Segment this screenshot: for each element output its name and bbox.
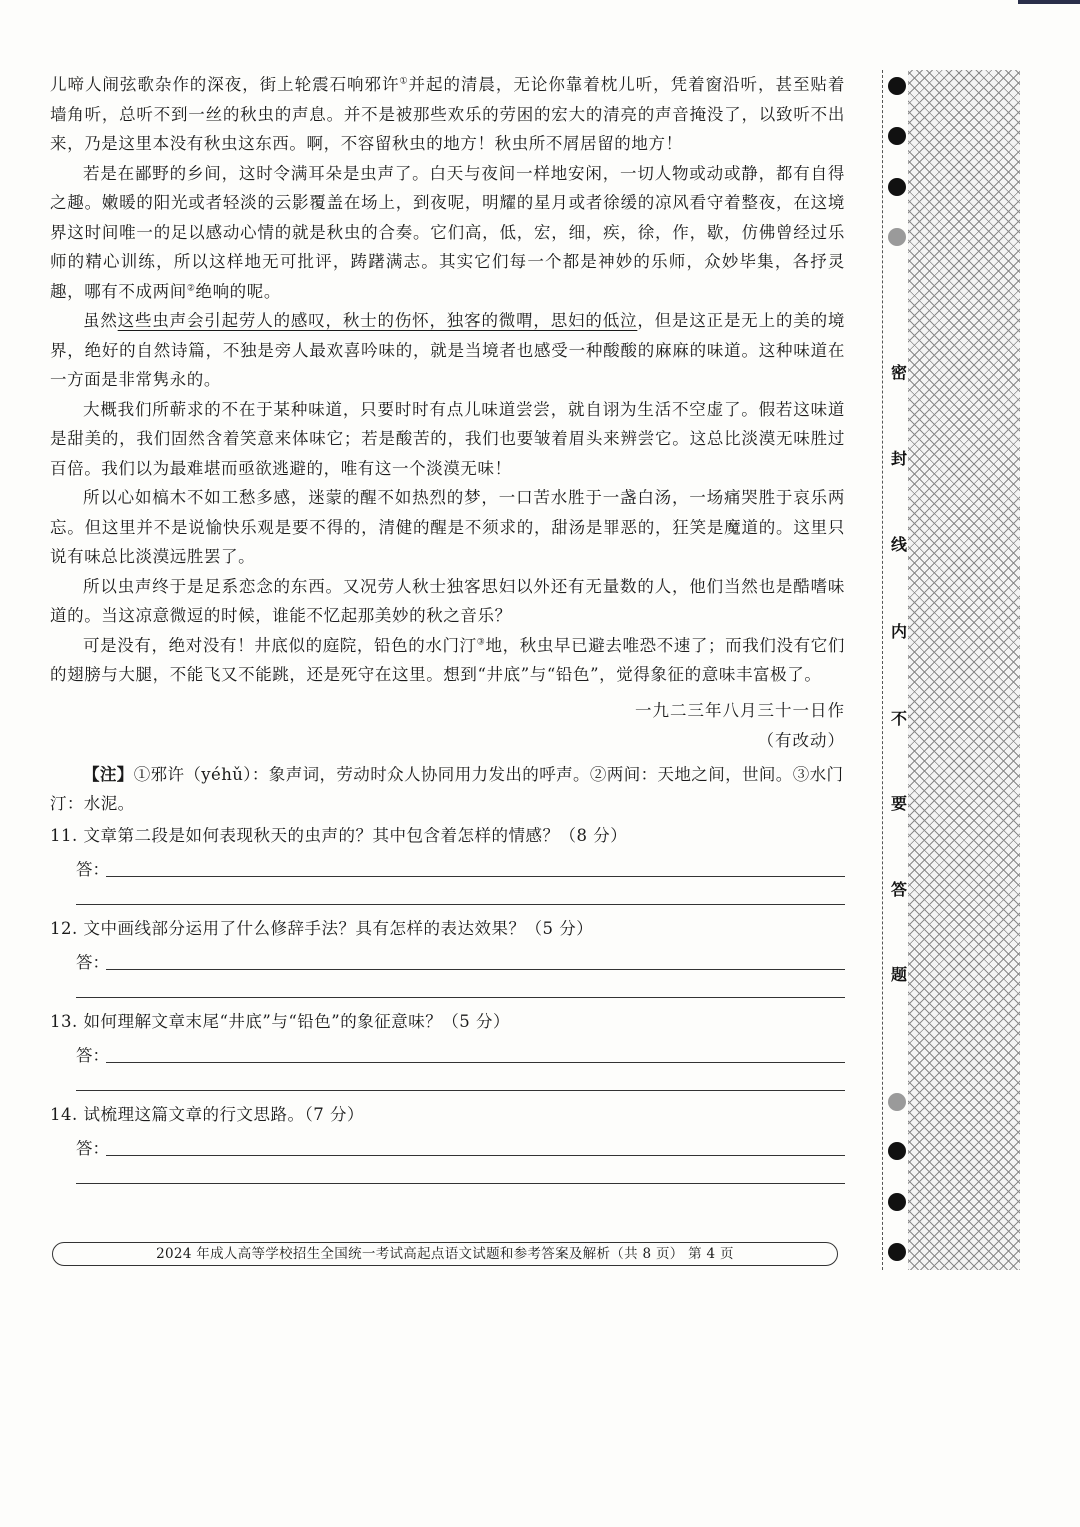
binding-hole-icon [888, 1243, 906, 1261]
passage-paragraph-5: 所以心如槁木不如工愁多感，迷蒙的醒不如热烈的梦，一口苦水胜于一盏白汤，一场痛哭胜于哀乐两忘。但这里并不是说愉快乐观是要不得的，清健的醒是不须求的，甜汤是罪恶的，狂笑是魔道的。这里只说有味总比淡漠远胜罢了。 [50, 488, 845, 566]
answer-line-1[interactable] [76, 943, 845, 972]
question-title: 14. 试梳理这篇文章的行文思路。（7 分） [50, 1104, 364, 1124]
binding-hole-icon [888, 1142, 906, 1160]
binding-hole-icon [888, 127, 906, 145]
seal-text-char: 要 [890, 794, 907, 813]
answer-line-1[interactable] [76, 1129, 845, 1158]
adapted-note: （有改动） [757, 730, 845, 750]
seal-text-char: 内 [890, 622, 907, 641]
footnotes [50, 760, 845, 818]
seal-text-char: 答 [890, 880, 907, 899]
underlined-sentence: 这些虫声会引起劳人的感叹，秋士的伤怀，独客的微喟，思妇的低泣 [117, 311, 638, 330]
seal-text-char: 封 [890, 449, 907, 468]
binding-hole-icon [888, 1093, 906, 1111]
binding-hole-icon [888, 228, 906, 246]
notes-tag: 【注】 [83, 764, 134, 784]
page-footer: 2024 年成人高等学校招生全国统一考试高起点语文试题和参考答案及解析（共 8 页） 第 4 页 [52, 1242, 838, 1266]
scan-edge-mark [1018, 0, 1080, 4]
answer-line-1[interactable] [76, 850, 845, 879]
seal-text-char: 线 [890, 535, 907, 554]
question-13 [50, 1008, 845, 1095]
answer-line-2[interactable] [76, 1065, 845, 1095]
notes-text: ①邪许（yéhǔ）：象声词，劳动时众人协同用力发出的呼声。②两间：天地之间，世间。③水门汀：水泥。 [50, 764, 844, 813]
footnote-ref-2: ② [186, 283, 196, 293]
question-14 [50, 1101, 845, 1188]
footnote-ref-1: ① [399, 76, 409, 87]
answer-line-2[interactable] [76, 1158, 845, 1188]
answer-line-2[interactable] [76, 879, 845, 909]
answer-line-1[interactable] [76, 1036, 845, 1065]
answer-label: 答： [76, 1045, 109, 1065]
footnote-ref-3: ③ [476, 637, 486, 647]
binding-hole-icon [888, 77, 906, 95]
binding-hole-icon [888, 1193, 906, 1211]
seal-text-char: 题 [890, 965, 907, 984]
answer-label: 答： [76, 859, 109, 879]
question-12 [50, 915, 845, 1002]
answer-label: 答： [76, 1138, 109, 1158]
seal-text-char: 不 [890, 709, 907, 728]
seal-dashed-line [882, 70, 883, 1270]
passage-paragraph-1: 儿啼人闹弦歌杂作的深夜，街上轮震石响邪许①并起的清晨，无论你靠着枕儿听，凭着窗沿听，甚至贴着墙角听，总听不到一丝的秋虫的声息。并不是被那些欢乐的劳困的宏大的清亮的声音掩没了，以致听不出来，乃是这里本没有秋虫这东西。啊，不容留秋虫的地方！秋虫所不屑居留的地方！ [50, 75, 846, 153]
passage-paragraph-2: 若是在鄙野的乡间，这时令满耳朵是虫声了。白天与夜间一样地安闲，一切人物或动或静，都有自得之趣。嫩暖的阳光或者轻淡的云影覆盖在场上，到夜呢，明耀的星月或者徐缓的凉风看守着整夜，在这境界这时间唯一的足以感动心情的就是秋虫的合奏。它们高，低，宏，细，疾，徐，作，歇，仿佛曾经过乐师的精心训练，所以这样地无可批评，踌躇满志。其实它们每一个都是神妙的乐师，众妙毕集，各抒灵趣，哪有不成两间②绝响的呢。 [50, 163, 845, 301]
answer-label: 答： [76, 952, 109, 972]
seal-text-char: 密 [890, 363, 907, 382]
question-title: 13. 如何理解文章末尾“井底”与“铅色”的象征意味？（5 分） [50, 1011, 510, 1031]
passage-date: 一九二三年八月三十一日作 [635, 700, 845, 720]
question-11 [50, 822, 845, 909]
reading-passage [50, 70, 845, 1188]
question-title: 11. 文章第二段是如何表现秋天的虫声的？其中包含着怎样的情感？（8 分） [50, 825, 628, 845]
passage-paragraph-4: 大概我们所蕲求的不在于某种味道，只要时时有点儿味道尝尝，就自诩为生活不空虚了。假若这味道是甜美的，我们固然含着笑意来体味它；若是酸苦的，我们也要皱着眉头来辨尝它。这总比淡漠无味胜过百倍。我们以为最难堪而亟欲逃避的，唯有这一个淡漠无味！ [50, 399, 845, 478]
crosshatch-margin [908, 70, 1020, 1270]
passage-paragraph-3: 虽然这些虫声会引起劳人的感叹，秋士的伤怀，独客的微喟，思妇的低泣，但是这正是无上的美的境界，绝好的自然诗篇，不独是旁人最欢喜吟味的，就是当境者也感受一种酸酸的麻麻的味道。这种味道在一方面是非常隽永的。 [50, 311, 846, 389]
binding-hole-icon [888, 178, 906, 196]
question-title: 12. 文中画线部分运用了什么修辞手法？具有怎样的表达效果？（5 分） [50, 918, 594, 938]
answer-line-2[interactable] [76, 972, 845, 1002]
passage-paragraph-7: 可是没有，绝对没有！井底似的庭院，铅色的水门汀③地，秋虫早已避去唯恐不速了；而我们没有它们的翅膀与大腿，不能飞又不能跳，还是死守在这里。想到“井底”与“铅色”，觉得象征的意味丰富极了。 [50, 635, 845, 684]
passage-paragraph-6: 所以虫声终于是足系恋念的东西。又况劳人秋士独客思妇以外还有无量数的人，他们当然也是酷嗜味道的。当这凉意微逗的时候，谁能不忆起那美妙的秋之音乐？ [50, 576, 845, 625]
